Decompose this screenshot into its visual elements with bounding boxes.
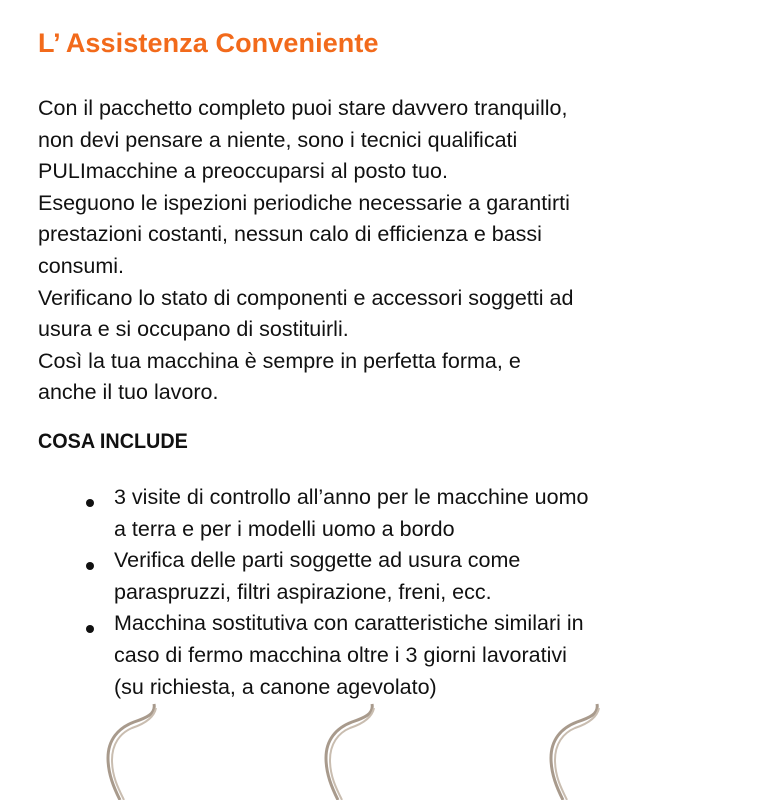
- bullet-icon: [86, 625, 94, 633]
- cord-icon: [100, 700, 160, 800]
- cord-icon: [543, 700, 603, 800]
- intro-paragraph: [38, 93, 738, 409]
- intro-line: Così la tua macchina è sempre in perfetta forma, e: [38, 348, 521, 373]
- intro-line: Verificano lo stato di componenti e accessori soggetti ad: [38, 285, 574, 310]
- list-item-line: caso di fermo macchina oltre i 3 giorni lavorativi: [114, 642, 567, 667]
- list-item: [86, 482, 746, 545]
- decorative-cords: [0, 700, 757, 800]
- list-item: [86, 545, 746, 608]
- page-title: L’ Assistenza Conveniente: [38, 28, 379, 58]
- bullet-icon: [86, 562, 94, 570]
- intro-line: consumi.: [38, 253, 125, 278]
- list-item-line: a terra e per i modelli uomo a bordo: [114, 516, 455, 541]
- cord-icon: [318, 700, 378, 800]
- include-list: [86, 482, 746, 703]
- intro-line: usura e si occupano di sostituirli.: [38, 317, 349, 342]
- intro-line: PULImacchine a preoccuparsi al posto tuo.: [38, 159, 448, 184]
- list-item: [86, 608, 746, 703]
- section-heading: COSA INCLUDE: [38, 429, 188, 453]
- list-item-line: paraspruzzi, filtri aspirazione, freni, ecc.: [114, 579, 492, 604]
- list-item-line: Macchina sostitutiva con caratteristiche similari in: [114, 611, 584, 636]
- intro-line: anche il tuo lavoro.: [38, 380, 219, 405]
- intro-line: Con il pacchetto completo puoi stare davvero tranquillo,: [38, 96, 568, 120]
- list-item-line: (su richiesta, a canone agevolato): [114, 674, 437, 699]
- intro-line: Eseguono le ispezioni periodiche necessarie a garantirti: [38, 190, 570, 215]
- list-item-line: 3 visite di controllo all’anno per le macchine uomo: [114, 485, 589, 509]
- intro-line: prestazioni costanti, nessun calo di efficienza e bassi: [38, 222, 542, 247]
- bullet-icon: [86, 499, 94, 507]
- intro-line: non devi pensare a niente, sono i tecnici qualificati: [38, 127, 518, 152]
- list-item-line: Verifica delle parti soggette ad usura come: [114, 548, 521, 573]
